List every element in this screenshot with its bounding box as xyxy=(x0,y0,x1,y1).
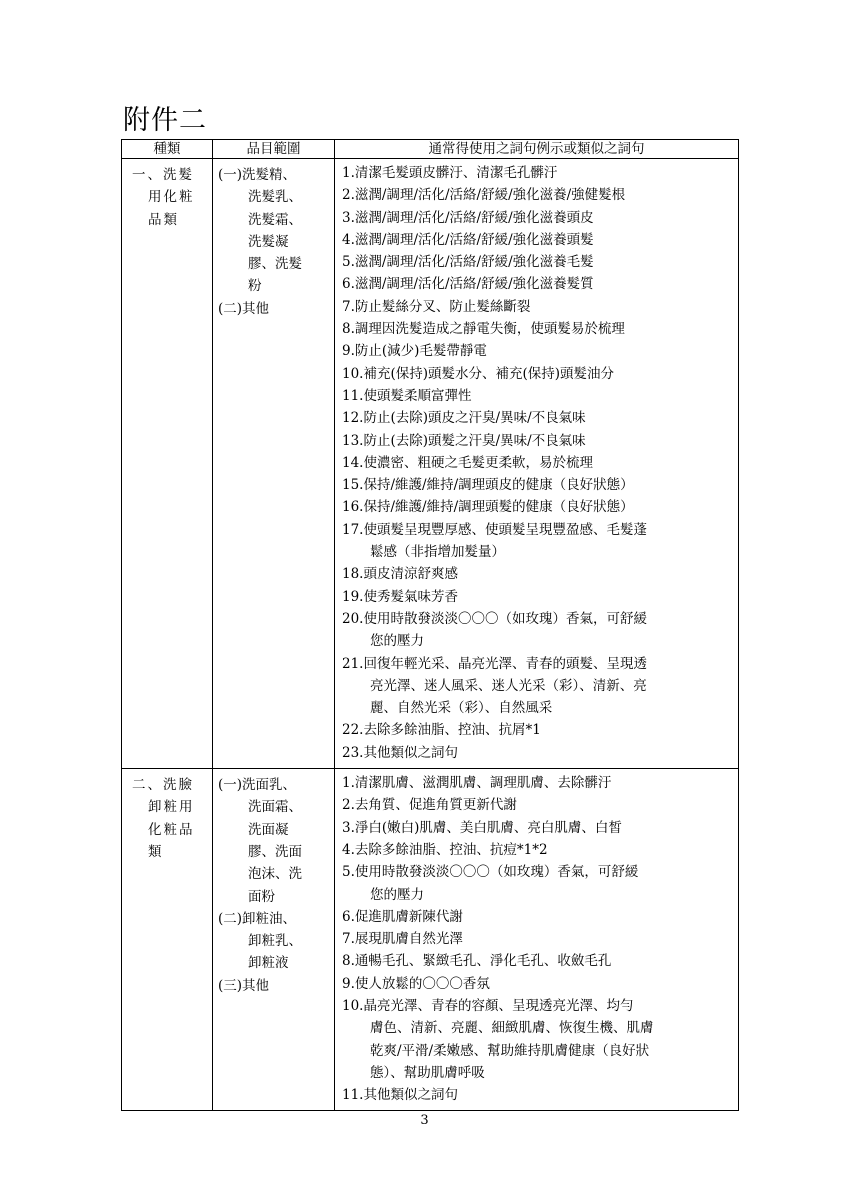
kind-line: 化粧品 xyxy=(148,821,195,838)
phrase-item xyxy=(342,474,738,496)
phrase-number: 15. xyxy=(342,477,364,494)
phrase-text: 使用時散發淡淡〇〇〇（如玫瑰）香氣，可舒緩 xyxy=(354,864,639,881)
phrase-number: 17. xyxy=(342,521,364,538)
phrase-item xyxy=(342,430,738,452)
phrase-number: 6. xyxy=(342,908,355,925)
phrase-text-cont: 鬆感（非指增加髮量） xyxy=(370,544,505,561)
kind-line: 類 xyxy=(148,843,164,860)
kind-cell xyxy=(122,159,213,769)
phrase-text: 促進肌膚新陳代謝 xyxy=(354,908,463,925)
phrase-text: 防止(去除)頭皮之汗臭/異味/不良氣味 xyxy=(363,410,586,427)
phrase-item xyxy=(342,452,738,474)
phrase-number: 2. xyxy=(342,187,355,204)
phrase-text-cont: 亮光澤、迷人風采、迷人光采（彩）、清新、亮 xyxy=(370,677,647,694)
phrase-number: 5. xyxy=(342,254,355,271)
phrase-item xyxy=(342,861,738,906)
phrase-number: 7. xyxy=(342,298,355,315)
phrase-item xyxy=(342,162,738,184)
phrase-text: 使頭髮呈現豐厚感、使頭髮呈現豐盈感、毛髮蓬 xyxy=(363,521,647,538)
phrase-text: 滋潤/調理/活化/活絡/舒緩/強化滋養髮質 xyxy=(354,276,594,293)
phrase-number: 6. xyxy=(342,276,355,293)
phrase-item xyxy=(342,407,738,429)
table-row xyxy=(122,159,739,769)
phrase-text-cont: 膚色、清新、亮麗、細緻肌膚、恢復生機、肌膚 xyxy=(370,1020,654,1037)
header-range: 品目範圍 xyxy=(213,140,335,159)
phrase-text-cont: 乾爽/平滑/柔嫩感、幫助維持肌膚健康（良好狀 xyxy=(370,1042,650,1059)
header-phrases: 通常得使用之詞句例示或類似之詞句 xyxy=(335,140,739,159)
range-item-line: 洗髮凝 xyxy=(248,233,289,250)
phrase-text: 其他類似之詞句 xyxy=(363,744,458,761)
phrase-item xyxy=(342,251,738,273)
phrase-text-cont: 態）、幫助肌膚呼吸 xyxy=(370,1064,485,1081)
phrase-item xyxy=(342,719,738,741)
kind-line: 卸粧用 xyxy=(148,799,195,816)
phrase-text: 防止(去除)頭髮之汗臭/異味/不良氣味 xyxy=(363,432,586,449)
wording-table xyxy=(121,139,739,1111)
phrase-item xyxy=(342,318,738,340)
phrase-item xyxy=(342,772,738,794)
page-title: 附件二 xyxy=(123,105,207,136)
range-item-line: 卸粧乳、 xyxy=(248,933,302,950)
phrases-cell xyxy=(335,769,739,1111)
header-kind: 種類 xyxy=(122,140,213,159)
phrase-item xyxy=(342,794,738,816)
phrase-number: 8. xyxy=(342,321,355,338)
phrase-text-cont: 您的壓力 xyxy=(370,633,424,650)
range-cell xyxy=(213,769,335,1111)
phrase-number: 3. xyxy=(342,209,355,226)
phrase-text: 防止(減少)毛髮帶靜電 xyxy=(354,343,487,360)
phrase-item xyxy=(342,184,738,206)
phrase-item xyxy=(342,839,738,861)
kind-line: 品類 xyxy=(148,211,179,228)
phrase-item xyxy=(342,973,738,995)
phrase-number: 10. xyxy=(342,365,364,382)
phrase-text: 滋潤/調理/活化/活絡/舒緩/強化滋養/強健髮根 xyxy=(354,187,626,204)
phrase-text: 使秀髮氣味芳香 xyxy=(363,588,458,605)
phrase-text: 清潔肌膚、滋潤肌膚、調理肌膚、去除髒汙 xyxy=(354,775,612,792)
phrase-number: 4. xyxy=(342,231,355,248)
phrase-item xyxy=(342,496,738,518)
phrase-number: 22. xyxy=(342,722,364,739)
range-item-line: 卸粧液 xyxy=(248,955,289,972)
phrase-text: 使濃密、粗硬之毛髮更柔軟，易於梳理 xyxy=(363,454,593,471)
phrase-number: 20. xyxy=(342,610,364,627)
range-cell xyxy=(213,159,335,769)
phrase-text: 使用時散發淡淡〇〇〇（如玫瑰）香氣，可舒緩 xyxy=(363,610,647,627)
phrase-text: 其他類似之詞句 xyxy=(363,1087,458,1104)
phrase-item xyxy=(342,385,738,407)
phrase-item xyxy=(342,950,738,972)
phrase-item xyxy=(342,207,738,229)
phrase-item xyxy=(342,563,738,585)
phrase-text: 保持/維護/維持/調理頭髮的健康（良好狀態） xyxy=(363,499,634,516)
page-number: 3 xyxy=(420,1113,429,1128)
range-item-line: 洗面凝 xyxy=(248,821,289,838)
phrase-text: 補充(保持)頭髮水分、補充(保持)頭髮油分 xyxy=(363,365,615,382)
phrase-number: 8. xyxy=(342,953,355,970)
kind-line: 一、洗髮 xyxy=(132,167,194,183)
phrase-number: 13. xyxy=(342,432,364,449)
phrase-number: 16. xyxy=(342,499,364,516)
range-item-line: 粉 xyxy=(248,278,262,295)
range-item-line: 洗髮乳、 xyxy=(248,189,302,206)
phrase-item xyxy=(342,742,738,764)
phrase-number: 2. xyxy=(342,797,355,814)
phrase-item xyxy=(342,273,738,295)
phrase-item xyxy=(342,229,738,251)
phrase-number: 23. xyxy=(342,744,364,761)
phrase-text: 回復年輕光采、晶亮光澤、青春的頭髮、呈現透 xyxy=(363,655,647,672)
range-item: (三)其他 xyxy=(218,977,270,994)
phrase-text: 滋潤/調理/活化/活絡/舒緩/強化滋養頭髮 xyxy=(354,231,594,248)
phrases-cell xyxy=(335,159,739,769)
range-item-line: 泡沫、洗 xyxy=(248,866,302,883)
phrase-text: 去角質、促進角質更新代謝 xyxy=(354,797,517,814)
phrase-text: 頭皮清涼舒爽感 xyxy=(363,566,458,583)
phrase-number: 3. xyxy=(342,819,355,836)
phrase-text-cont: 麗、自然光采（彩）、自然風采 xyxy=(370,700,553,717)
phrase-text: 去除多餘油脂、控油、抗屑*1 xyxy=(363,722,541,739)
phrase-item xyxy=(342,608,738,653)
phrase-number: 11. xyxy=(342,387,364,404)
phrase-number: 9. xyxy=(342,343,355,360)
phrase-item xyxy=(342,1084,738,1106)
phrase-number: 18. xyxy=(342,566,364,583)
phrase-number: 11. xyxy=(342,1087,364,1104)
phrase-item xyxy=(342,817,738,839)
range-item: (一)洗面乳、 xyxy=(218,777,297,794)
phrase-item xyxy=(342,586,738,608)
phrase-number: 21. xyxy=(342,655,364,672)
phrase-text-cont: 您的壓力 xyxy=(370,886,424,903)
range-item: (二)卸粧油、 xyxy=(218,910,297,927)
phrase-number: 7. xyxy=(342,931,355,948)
phrase-number: 1. xyxy=(342,775,355,792)
kind-line: 用化粧 xyxy=(148,189,195,206)
phrase-text: 通暢毛孔、緊緻毛孔、淨化毛孔、收斂毛孔 xyxy=(354,953,612,970)
kind-cell xyxy=(122,769,213,1111)
phrase-text: 晶亮光澤、青春的容顏、呈現透亮光澤、均勻 xyxy=(363,997,634,1014)
phrase-text: 去除多餘油脂、控油、抗痘*1*2 xyxy=(354,841,548,858)
phrase-item xyxy=(342,928,738,950)
phrase-number: 9. xyxy=(342,975,355,992)
phrase-number: 10. xyxy=(342,997,364,1014)
range-item: (一)洗髮精、 xyxy=(218,167,297,183)
phrase-item xyxy=(342,653,738,720)
phrase-number: 19. xyxy=(342,588,364,605)
phrase-item xyxy=(342,340,738,362)
table-header-row xyxy=(122,140,739,159)
phrase-text: 調理因洗髮造成之靜電失衡，使頭髮易於梳理 xyxy=(354,321,625,338)
range-item: (二)其他 xyxy=(218,300,270,317)
phrase-text: 清潔毛髮頭皮髒汙、清潔毛孔髒汙 xyxy=(354,165,558,181)
phrase-number: 14. xyxy=(342,454,364,471)
phrase-text: 使人放鬆的〇〇〇香氛 xyxy=(354,975,490,992)
phrase-item xyxy=(342,906,738,928)
phrase-text: 滋潤/調理/活化/活絡/舒緩/強化滋養頭皮 xyxy=(354,209,594,226)
phrase-number: 4. xyxy=(342,841,355,858)
phrase-text: 滋潤/調理/活化/活絡/舒緩/強化滋養毛髮 xyxy=(354,254,594,271)
range-item-line: 洗面霜、 xyxy=(248,799,302,816)
phrase-item xyxy=(342,363,738,385)
phrase-item xyxy=(342,519,738,564)
phrase-text: 保持/維護/維持/調理頭皮的健康（良好狀態） xyxy=(363,477,634,494)
range-item-line: 面粉 xyxy=(248,888,275,905)
phrase-item xyxy=(342,296,738,318)
phrase-item xyxy=(342,995,738,1084)
phrase-text: 防止髮絲分叉、防止髮絲斷裂 xyxy=(354,298,531,315)
range-item-line: 洗髮霜、 xyxy=(248,211,302,228)
range-item-line: 膠、洗髮 xyxy=(248,256,302,273)
table-body xyxy=(122,159,739,1111)
phrase-text: 淨白(嫩白)肌膚、美白肌膚、亮白肌膚、白皙 xyxy=(354,819,622,836)
phrase-number: 1. xyxy=(342,165,355,181)
phrase-number: 5. xyxy=(342,864,355,881)
phrase-number: 12. xyxy=(342,410,364,427)
range-item-line: 膠、洗面 xyxy=(248,843,302,860)
phrase-text: 展現肌膚自然光澤 xyxy=(354,931,463,948)
table-row xyxy=(122,769,739,1111)
kind-line: 二、洗臉 xyxy=(132,777,194,794)
phrase-text: 使頭髮柔順富彈性 xyxy=(363,387,472,404)
